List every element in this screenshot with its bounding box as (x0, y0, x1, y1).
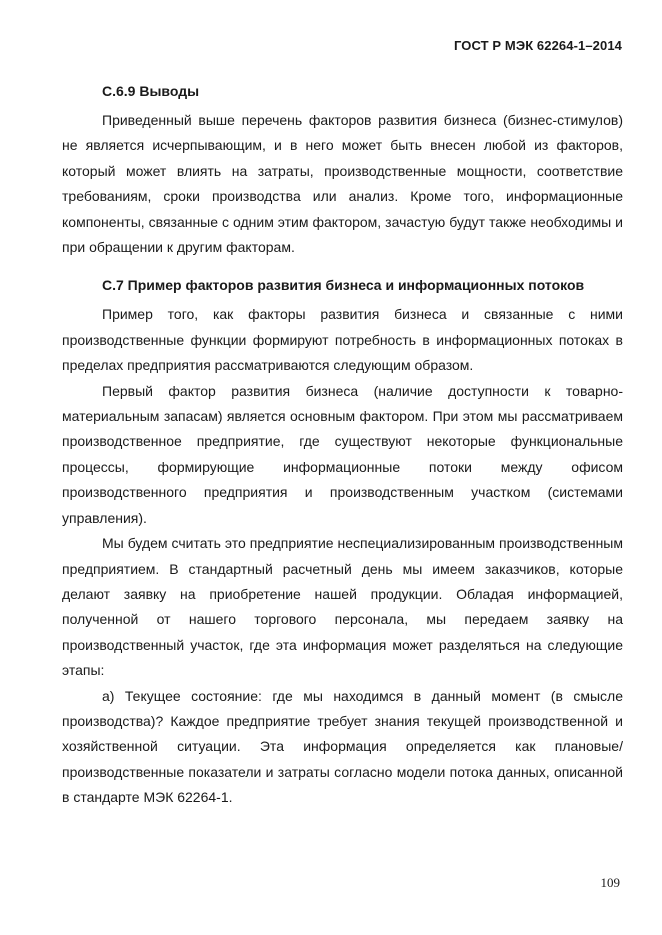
page-number: 109 (600, 875, 620, 890)
paragraph-c7-2: Первый фактор развития бизнеса (наличие доступности к товарно-материальным запасам) является основным фактором. При этом мы рассматриваем производственное предприятие, где существуют некоторые функциональные процессы, формирующие информационные потоки между офисом производственного предприятия и производственным участком (системами управления). (62, 382, 623, 526)
section-heading-c7: С.7 Пример факторов развития бизнеса и информационных потоков (102, 277, 585, 294)
paragraph-c7-1: Пример того, как факторы развития бизнеса и связанные с ними производственные функции формируют потребность в информационных потоках в пределах предприятия рассматриваются следующим образом. (62, 306, 623, 374)
paragraph-c7-3: Мы будем считать это предприятие неспециализированным производственным предприятием. В стандартный расчетный день мы имеем заказчиков, которые делают заявку на приобретение нашей продукции. Обладая информацией, полученной от нашего торгового персонала, мы передаем заявку на производственный участок, где эта информация может разделяться на следующие этапы: (62, 535, 623, 679)
page-content (62, 74, 623, 811)
paragraph-c69-1: Приведенный выше перечень факторов развития бизнеса (бизнес-стимулов) не является исчерпывающим, и в него может быть внесен любой из факторов, который может влиять на затраты, производственные мощности, соответствие требованиям, сроки производства или анализ. Кроме того, информационные компоненты, связанные с одним этим фактором, зачастую будут также необходимы и при обращении к другим факторам. (62, 112, 623, 256)
section-heading-c69: С.6.9 Выводы (102, 83, 200, 99)
standard-header: ГОСТ Р МЭК 62264-1–2014 (454, 38, 622, 53)
paragraph-c7-4: а) Текущее состояние: где мы находимся в данный момент (в смысле производства)? Каждое предприятие требует знания текущей производственной и хозяйственной ситуации. Эта информация определяется как плановые/производственные показатели и затраты согласно модели потока данных, описанной в стандарте МЭК 62264-1. (62, 687, 623, 806)
